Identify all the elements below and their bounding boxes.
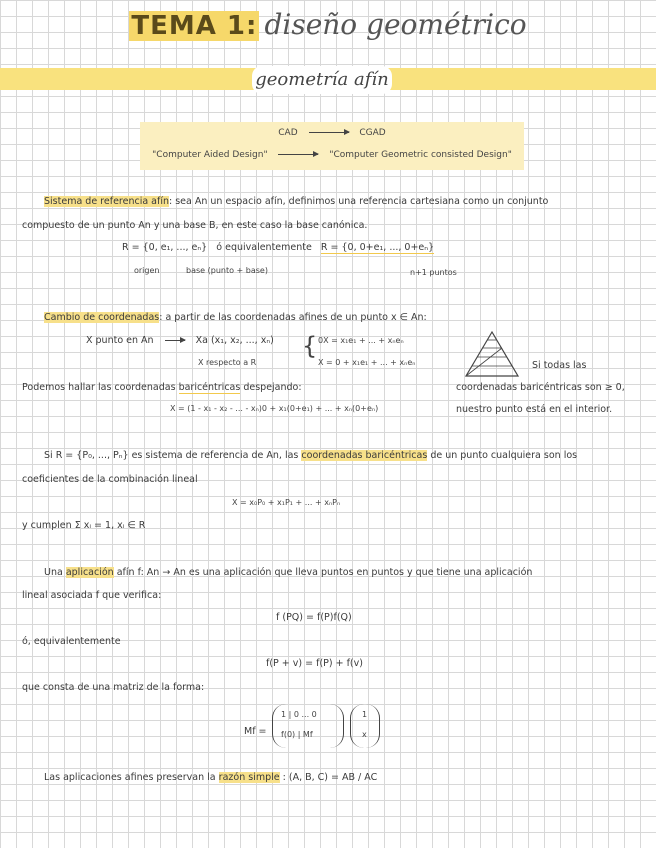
eq-vector: 0X = x₁e₁ + ... + xₙeₙ bbox=[318, 336, 404, 345]
section4-formula1: f (PQ) = f(P)f(Q) bbox=[276, 612, 352, 623]
bary-line bbox=[22, 382, 302, 393]
matrix-row1: 1 | 0 ... 0 bbox=[281, 710, 317, 719]
section3-line1 bbox=[44, 450, 577, 461]
title-text: diseño geométrico bbox=[264, 8, 527, 41]
bary-formula: X = (1 - x₁ - x₂ - ... - xₙ)0 + x₁(0+e₁) + ... + xₙ(0+eₙ) bbox=[170, 404, 379, 413]
cgad-label: CGAD bbox=[359, 128, 386, 138]
matrix-row2: f(0) | Mf bbox=[281, 730, 313, 739]
eq-point: X = 0 + x₁e₁ + ... + xₙeₙ bbox=[318, 358, 416, 367]
row-label: X punto en An bbox=[86, 335, 154, 346]
cad-label: CAD bbox=[278, 128, 298, 138]
section4-line1 bbox=[44, 567, 532, 578]
s3-pre: Si R = {P₀, ..., Pₙ} es sistema de referencia de An, las bbox=[44, 450, 299, 461]
section1-line1-rest: : sea An un espacio afín, definimos una referencia cartesiana como un conjunto bbox=[169, 196, 549, 207]
term-aplicacion: aplicación bbox=[65, 567, 114, 578]
cgad-full: "Computer Geometric consisted Design" bbox=[329, 150, 512, 160]
s5-formula: : (A, B, C) = AB / AC bbox=[282, 772, 378, 783]
arrow-right-icon bbox=[278, 154, 318, 155]
matrix-label: Mf = bbox=[244, 726, 267, 737]
cad-box bbox=[140, 122, 524, 170]
label-origin: origen bbox=[134, 266, 160, 275]
arrow-right-icon bbox=[165, 340, 185, 341]
subtitle: geometría afín bbox=[252, 66, 392, 94]
formula-or: ó equivalentemente bbox=[216, 242, 312, 253]
side-note-1: Si todas las bbox=[532, 360, 587, 371]
s5-pre: Las aplicaciones afines preservan la bbox=[44, 772, 216, 783]
cad-row-2 bbox=[140, 150, 524, 160]
formula-left: R = {0, e₁, ..., eₙ} bbox=[122, 242, 208, 253]
title-highlight: TEMA 1: bbox=[131, 11, 258, 41]
bary-pre: Podemos hallar las coordenadas bbox=[22, 382, 176, 393]
label-base: base (punto + base) bbox=[186, 266, 268, 275]
s4-pre: Una bbox=[44, 567, 63, 578]
section4-matrix-line: que consta de una matriz de la forma: bbox=[22, 682, 205, 693]
term-baricentricas: baricéntricas bbox=[178, 382, 241, 393]
section2-line1-rest: : a partir de las coordenadas afines de un punto x ∈ An: bbox=[159, 312, 427, 323]
section4-line2: lineal asociada f que verifica: bbox=[22, 590, 162, 601]
page-title bbox=[0, 8, 656, 41]
section3-formula: X = x₀P₀ + x₁P₁ + ... + xₙPₙ bbox=[232, 498, 341, 507]
cad-row-1 bbox=[140, 128, 524, 138]
section1-line2: compuesto de un punto An y una base B, en este caso la base canónica. bbox=[22, 220, 368, 231]
bary-post: despejando: bbox=[243, 382, 302, 393]
term-coordenadas-baricentricas: coordenadas baricéntricas bbox=[301, 450, 428, 461]
left-brace: { bbox=[302, 332, 318, 360]
vector-row2: x bbox=[362, 730, 367, 739]
section5-line bbox=[44, 772, 377, 783]
section4-formula2: f(P + v) = f(P) + f(v) bbox=[266, 658, 363, 669]
formula-reference bbox=[122, 242, 434, 253]
section1-line1 bbox=[44, 196, 548, 207]
row-mid: Xa (x₁, x₂, ..., xₙ) bbox=[195, 335, 274, 346]
side-note-2: coordenadas baricéntricas son ≥ 0, bbox=[456, 382, 625, 393]
term-sistema-referencia: Sistema de referencia afín bbox=[44, 196, 170, 207]
section2-row bbox=[86, 335, 274, 346]
term-razon-simple: razón simple bbox=[218, 772, 280, 783]
matrix bbox=[272, 704, 344, 748]
label-points: n+1 puntos bbox=[410, 268, 457, 277]
term-cambio-coordenadas: Cambio de coordenadas bbox=[44, 312, 160, 323]
vector bbox=[350, 704, 380, 748]
section3-line3: y cumplen Σ xᵢ = 1, xᵢ ∈ R bbox=[22, 520, 146, 531]
s3-post: de un punto cualquiera son los bbox=[430, 450, 578, 461]
row-sub: X respecto a R bbox=[198, 358, 257, 367]
arrow-right-icon bbox=[309, 132, 349, 133]
vector-row1: 1 bbox=[362, 710, 368, 719]
cad-full: "Computer Aided Design" bbox=[152, 150, 268, 160]
section3-line2: coeficientes de la combinación lineal bbox=[22, 474, 198, 485]
triangle-icon bbox=[462, 330, 522, 380]
section4-or: ó, equivalentemente bbox=[22, 636, 121, 647]
side-note-3: nuestro punto está en el interior. bbox=[456, 404, 613, 415]
formula-right: R = {0, 0+e₁, ..., 0+eₙ} bbox=[320, 242, 435, 253]
s4-post: afín f: An → An es una aplicación que lleva puntos en puntos y que tiene una aplicación bbox=[116, 567, 533, 578]
section2-line1 bbox=[44, 312, 427, 323]
